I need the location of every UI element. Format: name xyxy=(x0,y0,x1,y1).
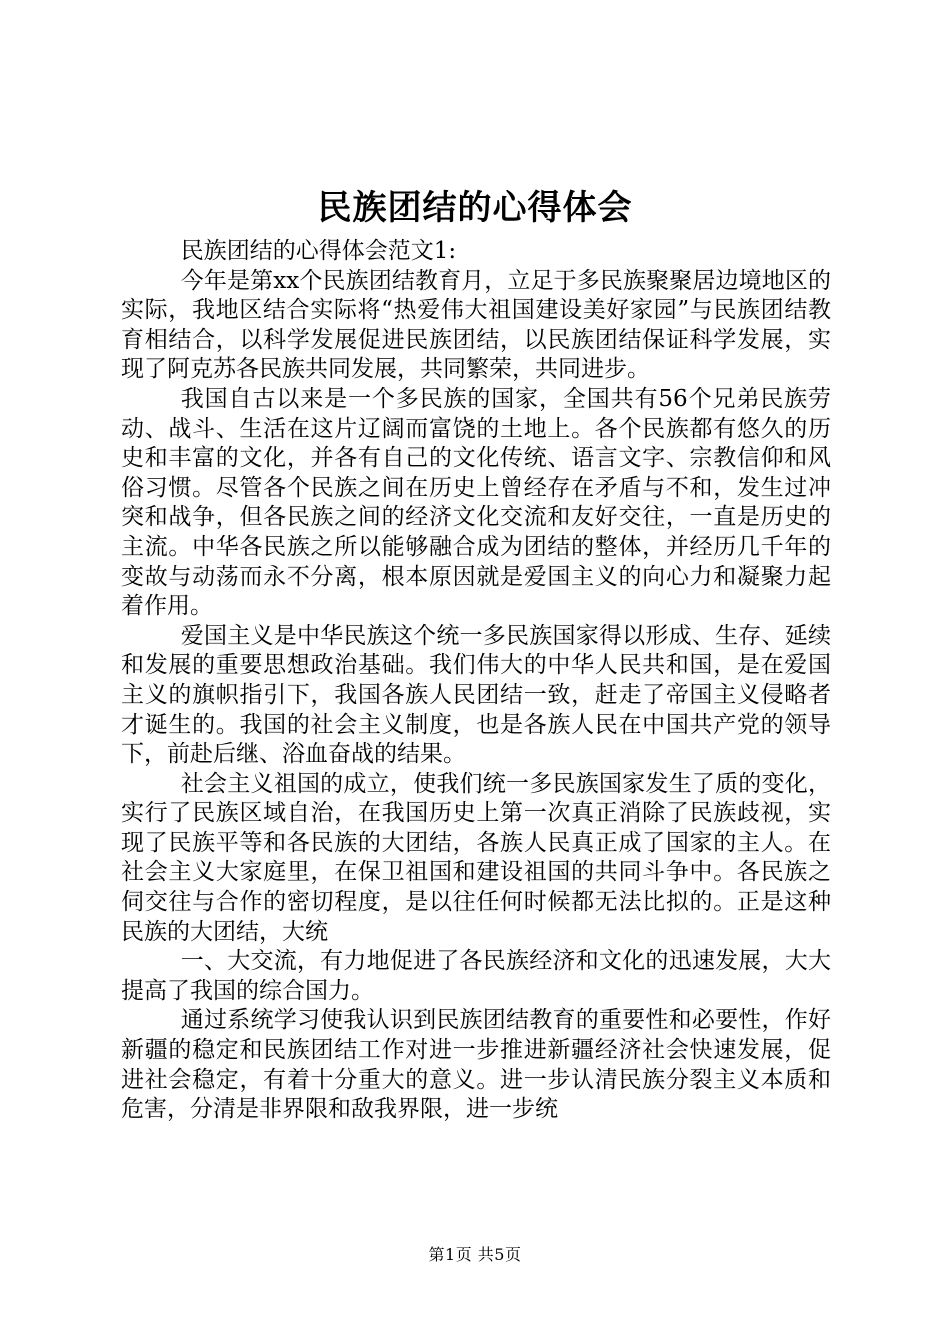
paragraph: 民族团结的心得体会范文1: xyxy=(180,238,457,264)
paragraph: 通过系统学习使我认识到民族团结教育的重要性和必要性，作好新疆的稳定和民族团结工作对进一步推进新疆经济社会快速发展，促进社会稳定，有着十分重大的意义。进一步认清民族分裂主义本质和危害，分清是非界限和敌我界限，进一步统 xyxy=(121,1007,831,1123)
page-footer: 第1页 共5页 xyxy=(428,1245,522,1264)
document-title: 民族团结的心得体会 xyxy=(317,188,633,228)
paragraph: 社会主义祖国的成立，使我们统一多民族国家发生了质的变化，实行了民族区域自治，在我国历史上第一次真正消除了民族歧视，实现了民族平等和各民族的大团结，各族人民真正成了国家的主人。在社会主义大家庭里，在保卫祖国和建设祖国的共同斗争中。各民族之伺交往与合作的密切程度，是以往任何时候都无法比拟的。正是这种民族的大团结，大统 xyxy=(121,770,831,945)
paragraph: 今年是第xx个民族团结教育月，立足于多民族聚聚居边境地区的实际，我地区结合实际将“热爱伟大祖国建设美好家园”与民族团结教育相结合，以科学发展促进民族团结，以民族团结保证科学发展，实现了阿克苏各民族共同发展，共同繁荣，共同进步。 xyxy=(121,267,831,383)
paragraph: 爱国主义是中华民族这个统一多民族国家得以形成、生存、延续和发展的重要思想政治基础。我们伟大的中华人民共和国，是在爱国主义的旗帜指引下，我国各族人民团结一致，赶走了帝国主义侵略者才诞生的。我国的社会主义制度，也是各族人民在中国共产党的领导下，前赴后继、浴血奋战的结果。 xyxy=(121,622,831,768)
paragraph: 一、大交流，有力地促进了各民族经济和文化的迅速发展，大大提高了我国的综合国力。 xyxy=(121,948,831,1004)
document-body xyxy=(121,237,831,1125)
paragraph: 我国自古以来是一个多民族的国家，全国共有56个兄弟民族劳动、战斗、生活在这片辽阔而富饶的土地上。各个民族都有悠久的历史和丰富的文化，并各有自己的文化传统、语言文字、宗教信仰和风俗习惯。尽管各个民族之间在历史上曾经存在矛盾与不和，发生过冲突和战争，但各民族之间的经济文化交流和友好交往，一直是历史的主流。中华各民族之所以能够融合成为团结的整体，并经历几千年的变故与动荡而永不分离，根本原因就是爱国主义的向心力和凝聚力起着作用。 xyxy=(121,385,831,620)
